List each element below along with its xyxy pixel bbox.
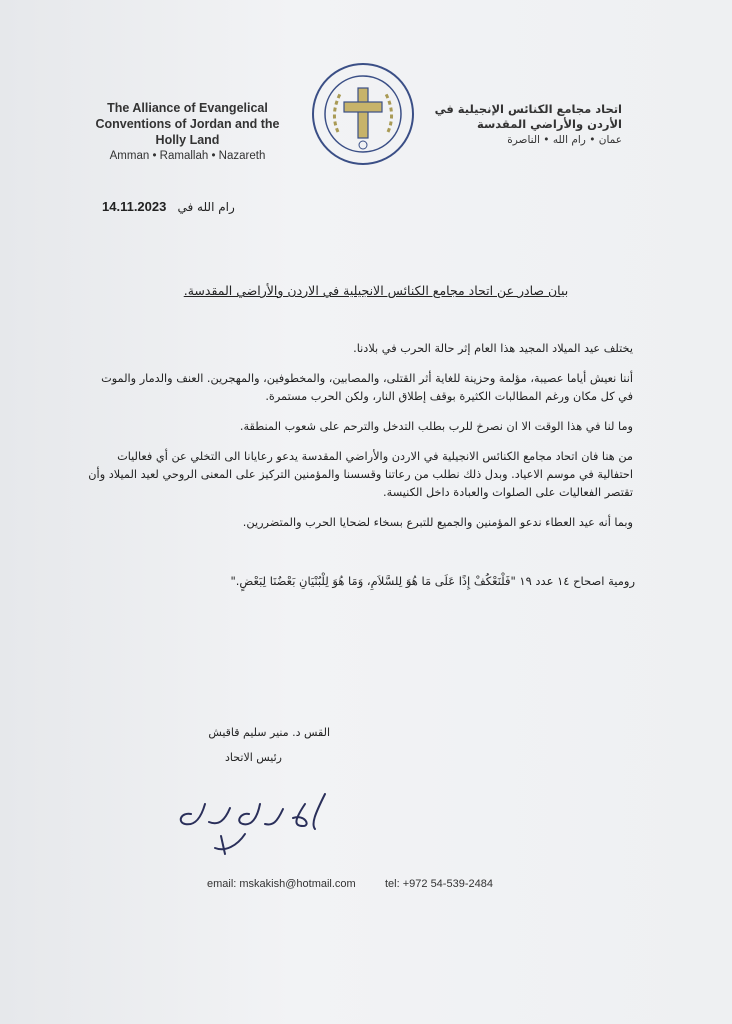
paragraph: أننا نعيش أياما عصيبة، مؤلمة وحزينة للغاية أثر القتلى، والمصابين، والمخطوفين، والمهجرين. العنف والدمار والموت في كل مكان ورغم المطالبات الكثيرة بوقف إطلاق النار، ولكن الحرب مستمرة. [101, 372, 633, 403]
signatory-title: رئيس الاتحاد [225, 751, 282, 764]
org-name-arabic: اتحاد مجامع الكنائس الإنجيلية في الأردن والأراضي المقدسة [434, 102, 622, 131]
handwritten-signature-icon [165, 774, 335, 859]
statement-title: بيان صادر عن اتحاد مجامع الكنائس الانجيلية في الاردن والأراضي المقدسة. [183, 283, 569, 298]
date-line [102, 196, 282, 215]
alliance-logo-icon [308, 60, 418, 168]
paragraph: من هنا فان اتحاد مجامع الكنائس الانجيلية في الاردن والأراضي المقدسة يدعو رعايانا الى التخلي عن أي فعاليات احتفالية في موسم الاعياد. وبدل ذلك نطلب من رعاتنا وقسسنا والمؤمنين التركيز على المعنى الروحي لعيد الميلاد وأن تقتصر الفعاليات على الصلوات والعبادة داخل الكنيسة. [88, 450, 633, 499]
cities-arabic: عمان • رام الله • الناصرة [507, 134, 622, 146]
signature-block [170, 726, 330, 764]
statement-body [88, 340, 633, 544]
paragraph: وبما أنه عيد العطاء ندعو المؤمنين والجميع للتبرع بسخاء لضحايا الحرب والمتضررين. [242, 516, 633, 529]
signatory-name: القس د. منير سليم قاقيش [208, 726, 330, 739]
org-name-english: The Alliance of Evangelical Conventions of Jordan and the Holly Land [95, 101, 280, 147]
footer-phone: tel: +972 54-539-2484 [385, 878, 493, 890]
letterhead-arabic [432, 102, 622, 146]
date-label: رام الله في [177, 200, 235, 214]
paragraph: وما لنا في هذا الوقت الا ان نصرخ للرب بطلب التدخل والترحم على شعوب المنطقة. [239, 420, 633, 433]
letterhead-english [80, 100, 295, 162]
date-value: 14.11.2023 [102, 199, 167, 214]
bible-verse: رومية اصحاح ١٤ عدد ١٩ "فَلْنَعْكُفْ إِذًا عَلَى مَا هُوَ لِلسَّلاَمِ، وَمَا هُوَ لِلْبُنْيَانِ بَعْضُنَا لِبَعْضٍ." [230, 574, 635, 588]
paragraph: يختلف عيد الميلاد المجيد هذا العام إثر حالة الحرب في بلادنا. [353, 342, 633, 355]
cities-english: Amman • Ramallah • Nazareth [109, 150, 266, 162]
footer-email: email: mskakish@hotmail.com [207, 878, 356, 890]
